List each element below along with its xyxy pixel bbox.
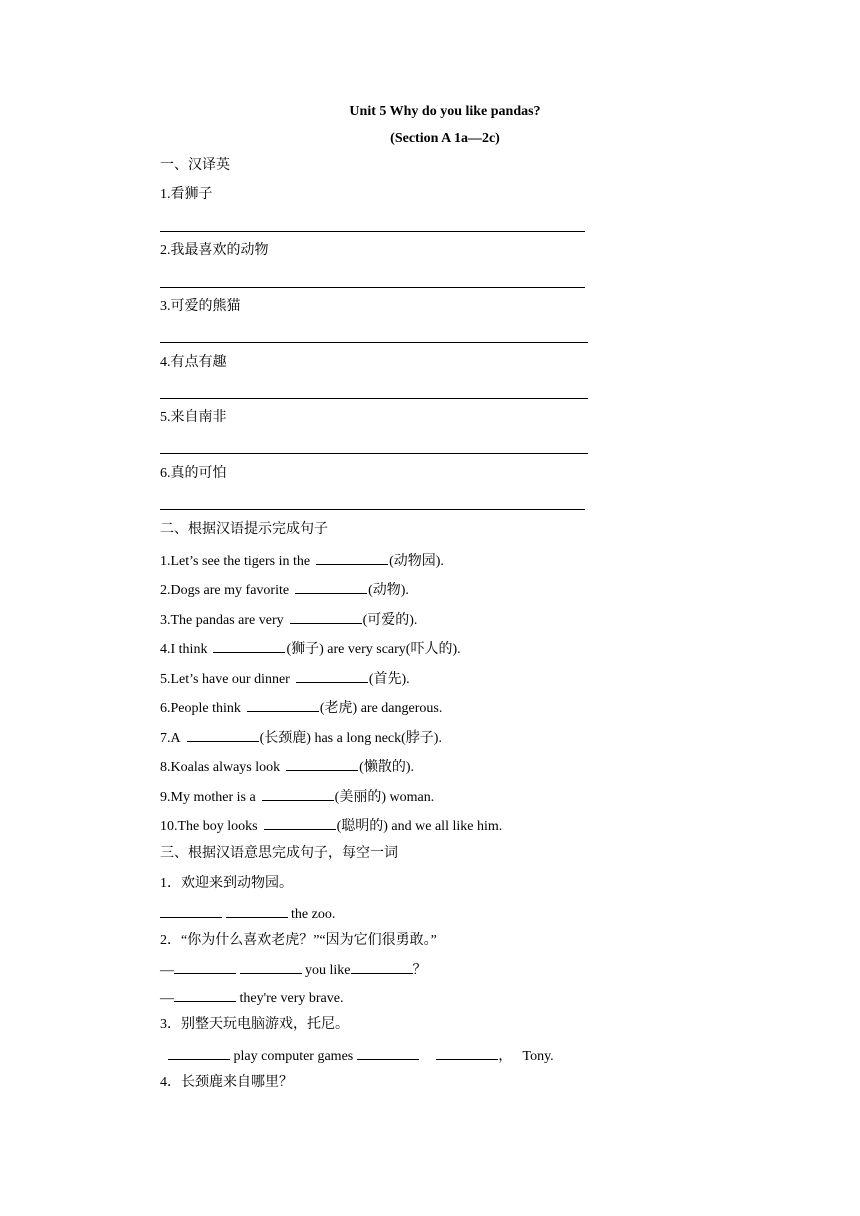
blank[interactable] <box>174 960 236 974</box>
sentence-start: 10.The boy looks <box>160 819 258 834</box>
blank[interactable] <box>357 1046 419 1060</box>
blank[interactable] <box>286 757 358 771</box>
dash: — <box>160 991 174 1006</box>
blank[interactable] <box>187 728 259 742</box>
part1-item: 6.真的可怕 <box>160 466 227 481</box>
sentence-start: 7.A <box>160 731 181 746</box>
sentence-end: (首先). <box>368 672 410 687</box>
answer-line[interactable] <box>160 287 585 288</box>
sentence-start: 5.Let’s have our dinner <box>160 672 290 687</box>
answer-text: you like <box>305 963 351 978</box>
blank[interactable] <box>168 1046 230 1060</box>
part1-item: 3.可爱的熊猫 <box>160 299 241 314</box>
blank[interactable] <box>264 816 336 830</box>
answer-text: they're very brave. <box>239 991 344 1006</box>
answer-line[interactable] <box>160 342 588 343</box>
part3-answer <box>160 960 427 980</box>
sentence-end: (可爱的). <box>362 613 418 628</box>
blank[interactable] <box>247 698 319 712</box>
answer-text: Tony. <box>522 1049 554 1064</box>
sentence-start: 3.The pandas are very <box>160 613 284 628</box>
part2-heading: 二、根据汉语提示完成句子 <box>160 522 328 537</box>
part3-prompt: 3．别整天玩电脑游戏，托尼。 <box>160 1017 349 1032</box>
part3-heading: 三、根据汉语意思完成句子，每空一词 <box>160 846 398 861</box>
part3-answer <box>168 1046 554 1066</box>
part3-prompt: 2．“你为什么喜欢老虎？”“因为它们很勇敢。” <box>160 933 437 948</box>
answer-text: play computer games <box>233 1049 354 1064</box>
part1-item: 4.有点有趣 <box>160 355 227 370</box>
answer-line[interactable] <box>160 398 588 399</box>
blank[interactable] <box>290 610 362 624</box>
blank[interactable] <box>436 1046 498 1060</box>
sentence-end: (长颈鹿) has a long neck(脖子). <box>259 731 442 746</box>
sentence-end: (聪明的) and we all like him. <box>336 819 503 834</box>
sentence-start: 2.Dogs are my favorite <box>160 583 290 598</box>
answer-text: ？ <box>412 963 427 978</box>
blank[interactable] <box>295 580 367 594</box>
sentence-start: 8.Koalas always look <box>160 760 281 775</box>
sentence-start: 6.People think <box>160 701 241 716</box>
sentence-end: (老虎) are dangerous. <box>319 701 443 716</box>
part2-item <box>160 639 461 659</box>
blank[interactable] <box>351 960 413 974</box>
part2-item <box>160 610 417 630</box>
answer-line[interactable] <box>160 509 585 510</box>
answer-text: the zoo. <box>291 907 336 922</box>
blank[interactable] <box>296 669 368 683</box>
part2-item <box>160 757 414 777</box>
answer-line[interactable] <box>160 231 585 232</box>
page-subtitle: (Section A 1a—2c) <box>390 131 500 146</box>
sentence-end: (狮子) are very scary(吓人的). <box>286 642 461 657</box>
blank[interactable] <box>160 904 222 918</box>
part2-item <box>160 728 442 748</box>
sentence-start: 9.My mother is a <box>160 790 256 805</box>
answer-text: ， <box>498 1049 513 1064</box>
sentence-end: (美丽的) woman. <box>334 790 435 805</box>
part2-item <box>160 580 409 600</box>
part1-item: 5.来自南非 <box>160 410 227 425</box>
blank[interactable] <box>226 904 288 918</box>
blank[interactable] <box>262 787 334 801</box>
part2-item <box>160 551 444 571</box>
part2-item <box>160 816 502 836</box>
sentence-start: 1.Let’s see the tigers in the <box>160 554 311 569</box>
part3-prompt: 1．欢迎来到动物园。 <box>160 876 293 891</box>
blank[interactable] <box>240 960 302 974</box>
part2-item <box>160 787 434 807</box>
page-title: Unit 5 Why do you like pandas? <box>349 104 541 119</box>
blank[interactable] <box>174 988 236 1002</box>
part3-answer <box>160 988 343 1008</box>
part2-item <box>160 698 442 718</box>
sentence-end: (动物园). <box>389 554 444 569</box>
sentence-end: (动物). <box>368 583 409 598</box>
part3-prompt: 4．长颈鹿来自哪里？ <box>160 1075 293 1090</box>
dash: — <box>160 963 174 978</box>
sentence-start: 4.I think <box>160 642 208 657</box>
sentence-end: (懒散的). <box>359 760 414 775</box>
part2-item <box>160 669 410 689</box>
part3-answer <box>160 904 335 924</box>
answer-line[interactable] <box>160 453 588 454</box>
part1-item: 1.看狮子 <box>160 187 213 202</box>
blank[interactable] <box>213 639 285 653</box>
part1-item: 2.我最喜欢的动物 <box>160 243 269 258</box>
blank[interactable] <box>316 551 388 565</box>
part1-heading: 一、汉译英 <box>160 158 230 173</box>
